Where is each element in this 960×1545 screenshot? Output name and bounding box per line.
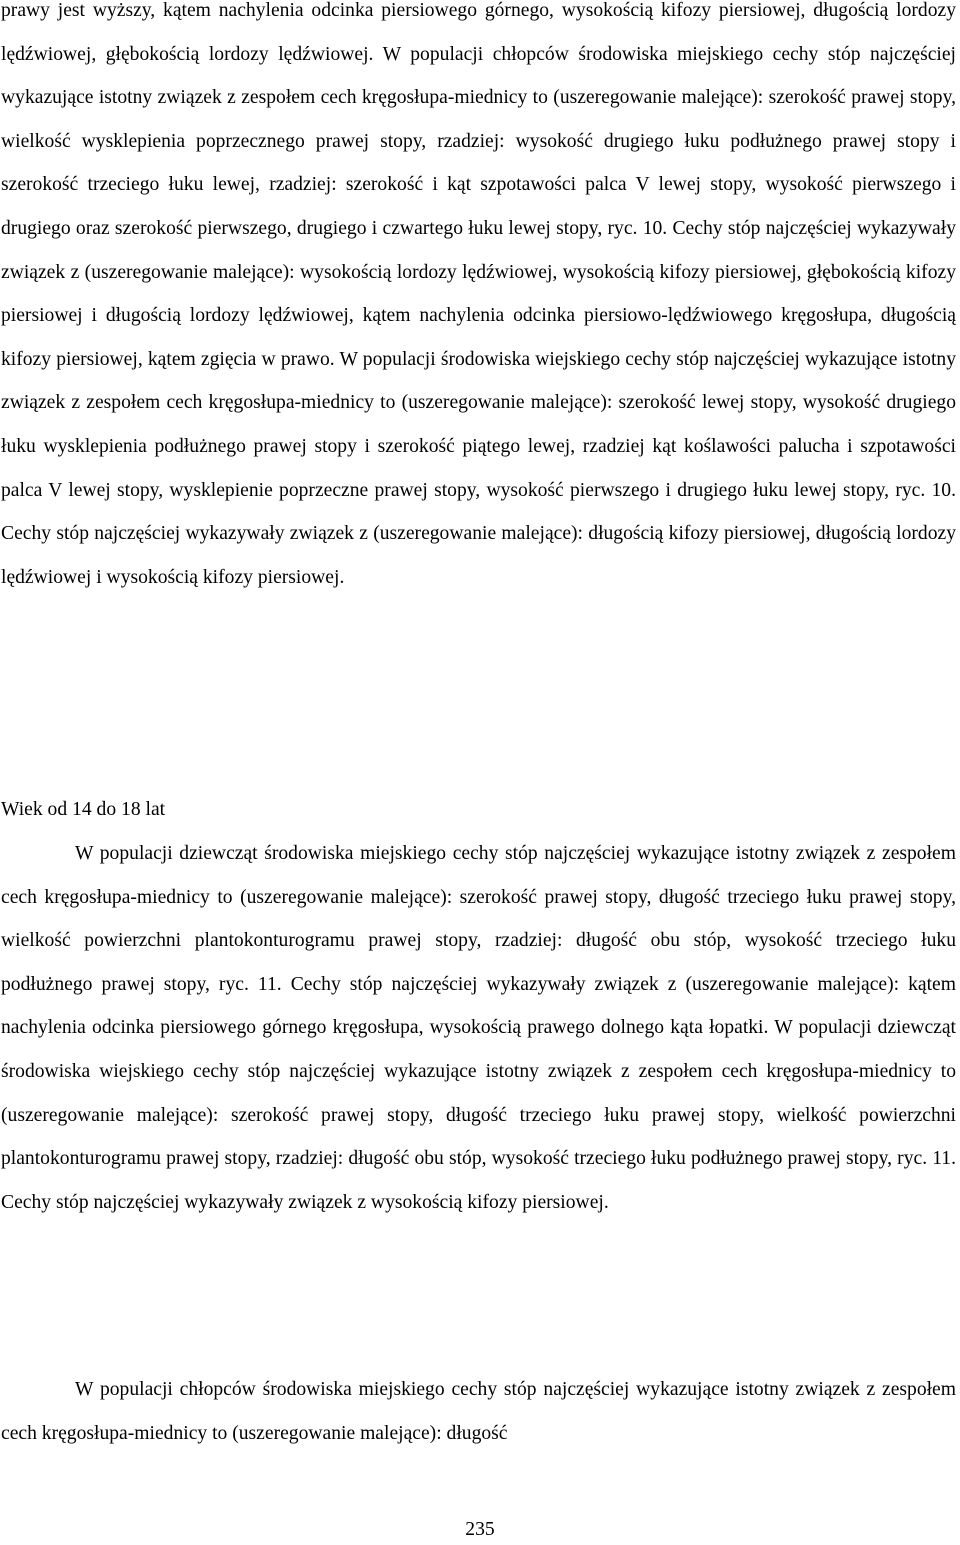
- paragraph-continuation: prawy jest wyższy, kątem nachylenia odcinka piersiowego górnego, wysokością kifozy piersiowej, długością lordozy lędźwiowej, głębokością lordozy lędźwiowej. W populacji chłopców środowiska miejskiego cechy stóp najczęściej wykazujące istotny związek z zespołem cech kręgosłupa-miednicy to (uszeregowanie malejące): szerokość prawej stopy, wielkość wysklepienia poprzecznego prawej stopy, rzadziej: wysokość drugiego łuku podłużnego prawej stopy i szerokość trzeciego łuku lewej, rzadziej: szerokość i kąt szpotawości palca V lewej stopy, wysokość pierwszego i drugiego oraz szerokość pierwszego, drugiego i czwartego łuku lewej stopy, ryc. 10. Cechy stóp najczęściej wykazywały związek z (uszeregowanie malejące): wysokością lordozy lędźwiowej, wysokością kifozy piersiowej, głębokością kifozy piersiowej i długością lordozy lędźwiowej, kątem nachylenia odcinka piersiowo-lędźwiowego kręgosłupa, długością kifozy piersiowej, kątem zgięcia w prawo. W populacji środowiska wiejskiego cechy stóp najczęściej wykazujące istotny związek z zespołem cech kręgosłupa-miednicy to (uszeregowanie malejące): szerokość lewej stopy, wysokość drugiego łuku wysklepienia podłużnego prawej stopy i szerokość piątego lewej, rzadziej kąt koślawości palucha i szpotawości palca V lewej stopy, wysklepienie poprzeczne prawej stopy, wysokość pierwszego i drugiego łuku lewej stopy, ryc. 10. Cechy stóp najczęściej wykazywały związek z (uszeregowanie malejące): długością kifozy piersiowej, długością lordozy lędźwiowej i wysokością kifozy piersiowej.: [1, 0, 956, 588]
- paragraph-girls: W populacji dziewcząt środowiska miejskiego cechy stóp najczęściej wykazujące istotny związek z zespołem cech kręgosłupa-miednicy to (uszeregowanie malejące): szerokość prawej stopy, długość trzeciego łuku prawej stopy, wielkość powierzchni plantokonturogramu prawej stopy, rzadziej: długość obu stóp, wysokość trzeciego łuku podłużnego prawej stopy, ryc. 11. Cechy stóp najczęściej wykazywały związek z (uszeregowanie malejące): kątem nachylenia odcinka piersiowego górnego kręgosłupa, wysokością prawego dolnego kąta łopatki. W populacji dziewcząt środowiska wiejskiego cechy stóp najczęściej wykazujące istotny związek z zespołem cech kręgosłupa-miednicy to (uszeregowanie malejące): szerokość prawej stopy, długość trzeciego łuku prawej stopy, wielkość powierzchni plantokonturogramu prawej stopy, rzadziej: długość obu stóp, wysokość trzeciego łuku podłużnego prawej stopy, ryc. 11. Cechy stóp najczęściej wykazywały związek z wysokością kifozy piersiowej.: [1, 843, 956, 1213]
- page-number: 235: [465, 1519, 495, 1540]
- section-heading: Wiek od 14 do 18 lat: [1, 799, 166, 820]
- paragraph-boys: W populacji chłopców środowiska miejskiego cechy stóp najczęściej wykazujące istotny związek z zespołem cech kręgosłupa-miednicy to (uszeregowanie malejące): długość: [1, 1379, 956, 1444]
